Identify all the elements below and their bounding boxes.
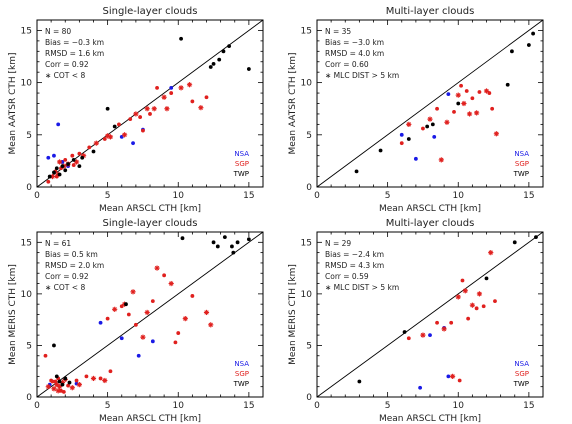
x-tick-label: 15: [523, 191, 535, 201]
data-point: [124, 302, 128, 306]
data-point: [151, 339, 155, 343]
data-point: [510, 49, 514, 53]
data-point: [113, 125, 117, 129]
stats-line: RMSD = 1.6 km: [45, 49, 105, 58]
stats-line: Bias = −0.3 km: [45, 38, 105, 47]
data-point: [52, 154, 56, 158]
data-point: [488, 250, 493, 255]
data-point: [222, 49, 226, 53]
data-point: [130, 289, 135, 294]
y-axis-label: Mean MERIS CTH [km]: [8, 264, 18, 365]
data-point: [400, 141, 404, 145]
stats-condition: ∗ MLC DIST > 5 km: [325, 283, 400, 292]
data-point: [155, 86, 159, 90]
data-point: [190, 100, 194, 104]
data-point: [527, 43, 531, 47]
data-point: [418, 386, 422, 390]
data-point: [72, 163, 76, 167]
legend-entry: NSA: [514, 150, 529, 158]
data-point: [459, 84, 463, 88]
legend-entry: TWP: [513, 170, 529, 178]
y-tick-label: 0: [306, 393, 312, 403]
data-point: [162, 273, 166, 277]
data-point: [216, 245, 220, 249]
x-tick-label: 10: [172, 191, 184, 201]
data-point: [425, 125, 429, 129]
data-point: [428, 333, 432, 337]
data-point: [133, 111, 138, 116]
data-point: [458, 379, 462, 383]
data-point: [357, 380, 361, 384]
data-point: [145, 310, 150, 315]
data-point: [187, 82, 192, 87]
data-point: [407, 137, 411, 141]
data-point: [61, 383, 65, 387]
data-point: [355, 169, 359, 173]
x-tick-label: 5: [104, 191, 111, 201]
stats-line: Corr = 0.92: [45, 272, 89, 281]
data-point: [169, 91, 173, 95]
y-tick-label: 10: [20, 78, 32, 89]
x-tick-label: 15: [523, 401, 535, 411]
data-point: [52, 344, 56, 348]
data-point: [470, 96, 474, 100]
data-point: [494, 131, 499, 136]
data-point: [446, 374, 450, 378]
data-point: [57, 159, 62, 164]
data-point: [48, 175, 52, 179]
data-point: [461, 279, 465, 283]
y-tick-label: 10: [300, 78, 312, 89]
data-point: [478, 90, 482, 94]
data-point: [531, 32, 535, 36]
data-point: [427, 117, 432, 122]
y-tick-label: 5: [306, 130, 312, 141]
y-tick-label: 0: [26, 393, 32, 403]
data-point: [506, 83, 510, 87]
stats-line: Corr = 0.92: [45, 60, 89, 69]
data-point: [137, 354, 141, 358]
panel-title: Multi-layer clouds: [385, 218, 475, 229]
data-point: [223, 235, 227, 239]
x-tick-label: 15: [243, 191, 255, 201]
data-point: [442, 326, 447, 331]
x-tick-label: 0: [34, 191, 40, 201]
data-point: [52, 170, 56, 174]
data-point: [51, 380, 55, 384]
data-point: [236, 240, 240, 244]
data-point: [169, 86, 173, 90]
stats-line: N = 80: [45, 27, 72, 36]
data-point: [217, 58, 221, 62]
data-point: [247, 67, 251, 71]
data-point: [85, 374, 89, 378]
legend-entry: SGP: [234, 370, 249, 378]
data-point: [151, 299, 155, 303]
data-point: [87, 145, 91, 149]
data-point: [63, 168, 67, 172]
x-axis-label: Mean ARSCL CTH [km]: [98, 414, 202, 424]
data-point: [70, 154, 74, 158]
data-point: [463, 288, 468, 293]
x-tick-label: 10: [452, 191, 464, 201]
data-point: [62, 390, 66, 394]
data-point: [420, 333, 425, 338]
data-point: [450, 374, 455, 379]
data-point: [145, 106, 150, 111]
data-point: [44, 354, 48, 358]
data-point: [77, 382, 82, 387]
legend-entry: SGP: [234, 160, 249, 168]
y-axis-label: Mean MERIS CTH [km]: [288, 264, 298, 365]
y-axis-label: Mean AATSR CTH [km]: [288, 52, 298, 155]
data-point: [77, 152, 81, 156]
data-point: [63, 158, 67, 162]
panel-aatsr-single-layer: [8, 6, 263, 214]
stats-line: Corr = 0.59: [325, 272, 369, 281]
y-tick-label: 0: [306, 183, 312, 193]
data-point: [148, 112, 152, 116]
legend-entry: SGP: [514, 160, 529, 168]
data-point: [421, 127, 425, 131]
data-point: [162, 95, 167, 100]
stats-line: Bias = −2.4 km: [325, 250, 385, 259]
legend-entry: TWP: [513, 380, 529, 388]
x-axis-label: Mean ARSCL CTH [km]: [98, 204, 202, 214]
data-point: [66, 162, 70, 166]
data-point: [91, 376, 96, 381]
data-point: [444, 120, 449, 125]
data-point: [112, 307, 117, 312]
data-point: [72, 158, 76, 162]
data-point: [105, 133, 110, 138]
data-point: [68, 381, 72, 385]
data-point: [204, 310, 209, 315]
data-point: [58, 173, 62, 177]
data-point: [176, 331, 180, 335]
panel-aatsr-multi-layer: [288, 6, 543, 214]
stats-line: RMSD = 2.0 km: [45, 261, 105, 270]
data-point: [117, 122, 121, 126]
data-point: [435, 321, 439, 325]
data-point: [205, 95, 209, 99]
data-point: [247, 237, 251, 241]
y-tick-label: 5: [306, 341, 312, 352]
data-point: [452, 110, 456, 114]
data-point: [513, 240, 517, 244]
data-point: [534, 235, 538, 239]
data-point: [490, 107, 494, 111]
stats-line: Bias = −3.0 km: [325, 38, 385, 47]
stats-line: RMSD = 4.3 km: [325, 261, 385, 270]
panel-title: Single-layer clouds: [102, 6, 198, 17]
data-point: [55, 166, 59, 170]
x-tick-label: 15: [243, 401, 255, 411]
data-point: [466, 317, 470, 321]
data-point: [122, 132, 127, 137]
data-point: [179, 37, 183, 41]
data-point: [164, 106, 169, 111]
data-point: [465, 89, 469, 93]
stats-line: N = 35: [325, 27, 352, 36]
data-point: [134, 323, 138, 327]
legend-entry: NSA: [514, 360, 529, 368]
data-point: [70, 385, 75, 390]
stats-condition: ∗ COT < 8: [45, 71, 86, 80]
y-tick-label: 15: [300, 26, 312, 37]
data-point: [414, 157, 418, 161]
data-point: [456, 102, 460, 106]
data-point: [106, 107, 110, 111]
data-point: [461, 101, 466, 106]
data-point: [209, 65, 213, 69]
data-point: [487, 91, 491, 95]
data-point: [212, 62, 216, 66]
stats-line: N = 29: [325, 239, 352, 248]
x-tick-label: 0: [314, 401, 320, 411]
data-point: [99, 321, 103, 325]
y-tick-label: 10: [20, 289, 32, 300]
data-point: [178, 85, 183, 90]
data-point: [435, 107, 439, 111]
data-point: [109, 369, 113, 373]
data-point: [470, 303, 475, 308]
data-point: [379, 149, 383, 153]
data-point: [456, 294, 461, 299]
data-point: [467, 111, 472, 116]
data-point: [190, 294, 194, 298]
panel-title: Multi-layer clouds: [385, 6, 475, 17]
stats-line: Bias = 0.5 km: [45, 250, 98, 259]
data-point: [456, 93, 461, 98]
x-tick-label: 5: [104, 401, 111, 411]
y-tick-label: 5: [26, 130, 32, 141]
y-axis-label: Mean AATSR CTH [km]: [8, 52, 18, 155]
data-point: [141, 129, 145, 133]
data-point: [198, 105, 203, 110]
stats-line: Corr = 0.60: [325, 60, 369, 69]
x-tick-label: 10: [452, 401, 464, 411]
data-point: [46, 180, 50, 184]
data-point: [131, 141, 135, 145]
data-point: [482, 304, 486, 308]
data-point: [80, 156, 84, 160]
data-point: [152, 106, 157, 111]
x-tick-label: 0: [34, 401, 40, 411]
data-point: [208, 322, 213, 327]
data-point: [231, 251, 235, 255]
data-point: [128, 117, 132, 121]
data-point: [227, 44, 231, 48]
stats-line: RMSD = 4.0 km: [325, 49, 385, 58]
panel-meris-single-layer: [8, 218, 263, 424]
legend-entry: NSA: [234, 150, 249, 158]
y-tick-label: 15: [300, 238, 312, 249]
data-point: [406, 122, 411, 127]
data-point: [493, 299, 497, 303]
data-point: [446, 92, 450, 96]
data-point: [477, 291, 482, 296]
data-point: [400, 133, 404, 137]
data-point: [181, 236, 185, 240]
data-point: [120, 336, 124, 340]
legend-entry: NSA: [234, 360, 249, 368]
x-tick-label: 5: [384, 401, 391, 411]
data-point: [63, 377, 67, 381]
x-tick-label: 5: [384, 191, 391, 201]
data-point: [127, 313, 131, 317]
data-point: [77, 164, 81, 168]
stats-condition: ∗ MLC DIST > 5 km: [325, 71, 400, 80]
data-point: [439, 157, 444, 162]
y-tick-label: 10: [300, 289, 312, 300]
data-point: [449, 321, 453, 325]
legend-entry: TWP: [233, 380, 249, 388]
data-point: [432, 135, 436, 139]
x-tick-label: 0: [314, 191, 320, 201]
data-point: [154, 265, 159, 270]
data-point: [138, 115, 142, 119]
y-tick-label: 0: [26, 183, 32, 193]
panel-title: Single-layer clouds: [102, 218, 198, 229]
stats-line: N = 61: [45, 239, 72, 248]
data-point: [183, 316, 188, 321]
data-point: [61, 164, 65, 168]
data-point: [46, 156, 50, 160]
legend-entry: SGP: [514, 370, 529, 378]
data-point: [403, 330, 407, 334]
data-point: [230, 245, 234, 249]
data-point: [92, 150, 96, 154]
data-point: [407, 336, 411, 340]
data-point: [56, 388, 61, 393]
x-axis-label: Mean ARSCL CTH [km]: [378, 414, 482, 424]
data-point: [485, 277, 489, 281]
data-point: [174, 340, 178, 344]
data-point: [55, 374, 59, 378]
y-tick-label: 15: [20, 238, 32, 249]
panel-meris-multi-layer: [288, 218, 543, 424]
legend-entry: TWP: [233, 170, 249, 178]
y-tick-label: 5: [26, 341, 32, 352]
data-point: [140, 335, 145, 340]
x-tick-label: 10: [172, 401, 184, 411]
x-axis-label: Mean ARSCL CTH [km]: [378, 204, 482, 214]
data-point: [75, 379, 79, 383]
data-point: [169, 281, 174, 286]
data-point: [431, 122, 435, 126]
data-point: [102, 378, 107, 383]
data-point: [106, 317, 110, 321]
data-point: [475, 306, 479, 310]
stats-condition: ∗ COT < 8: [45, 283, 86, 292]
data-point: [474, 110, 479, 115]
y-tick-label: 15: [20, 26, 32, 37]
data-point: [99, 377, 103, 381]
data-point: [212, 240, 216, 244]
data-point: [58, 380, 62, 384]
data-point: [56, 122, 60, 126]
